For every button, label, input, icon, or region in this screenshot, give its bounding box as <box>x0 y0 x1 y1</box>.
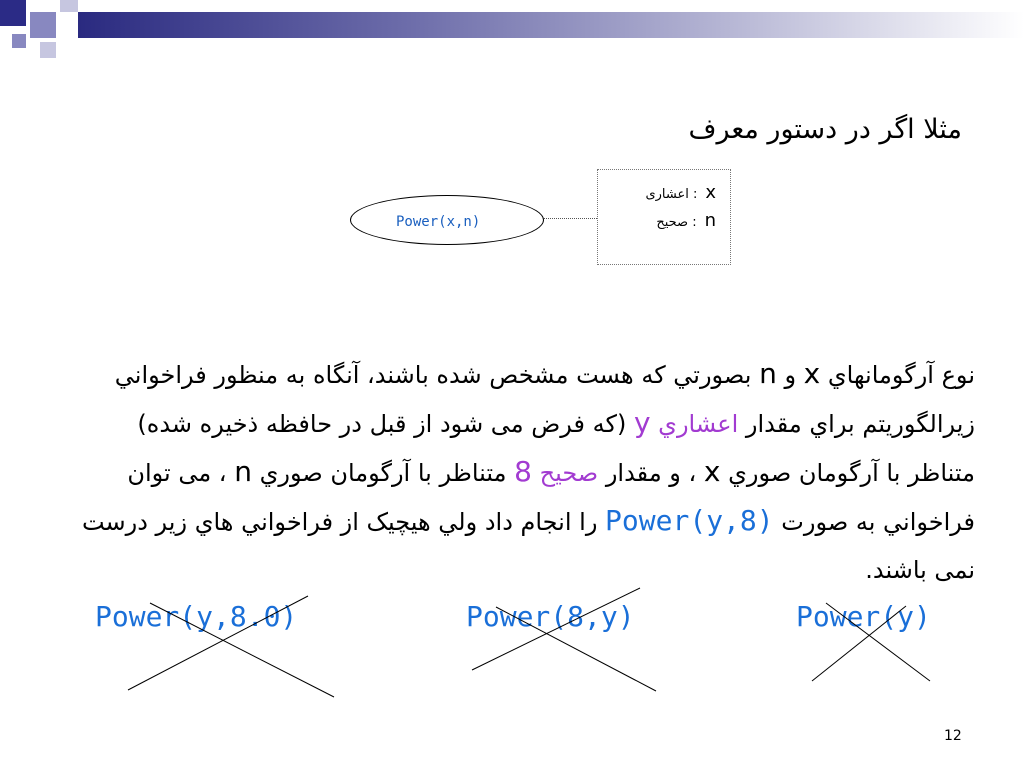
param-name: n <box>704 210 716 231</box>
var-n: n <box>234 455 252 488</box>
valid-call-code: Power(y,8) <box>605 504 774 537</box>
value-8: 8 <box>514 455 532 488</box>
param-name: x <box>705 182 716 203</box>
cross-line <box>472 588 640 670</box>
oval-call-text: Power(x,n) <box>396 214 481 230</box>
text: ، مى توان فراخواني به صورت <box>127 459 975 536</box>
text: ، و مقدار <box>598 459 704 487</box>
cross-line <box>812 606 906 681</box>
slide-title: مثلا اگر در دستور معرف <box>688 114 962 145</box>
var-n: n <box>759 357 777 390</box>
keyword-decimal: اعشاري <box>658 410 739 438</box>
cross-line <box>128 596 308 690</box>
text: را انجام داد ولي هيچيک از فراخواني هاي زير درست نمى باشند. <box>81 508 975 584</box>
var-x: x <box>803 357 821 390</box>
cross-line <box>826 603 930 681</box>
invalid-call-1: Power(y,8.0) <box>95 600 298 633</box>
var-y: y <box>633 406 651 439</box>
text: (كه فرض مى شود از قبل در حافظه ذخيره شده) متناظر با آرگومان صوري <box>137 410 975 487</box>
text: نوع آرگومانهاي <box>820 361 975 389</box>
param-type: : صحیح <box>656 215 697 230</box>
text: بصورتي كه هست مشخص شده باشند، آنگاه به منظور فراخواني زيرالگوريتم براي مقدار <box>114 361 975 438</box>
param-type: : اعشاری <box>645 187 698 202</box>
var-x: x <box>703 455 721 488</box>
keyword-integer: صحيح <box>539 459 599 487</box>
cross-line <box>150 603 334 697</box>
text: و <box>776 361 804 389</box>
invalid-call-3: Power(y) <box>796 600 931 633</box>
text: متناظر با آرگومان صوري <box>251 459 515 487</box>
page-number: 12 <box>944 728 962 744</box>
invalid-call-2: Power(8,y) <box>466 600 635 633</box>
